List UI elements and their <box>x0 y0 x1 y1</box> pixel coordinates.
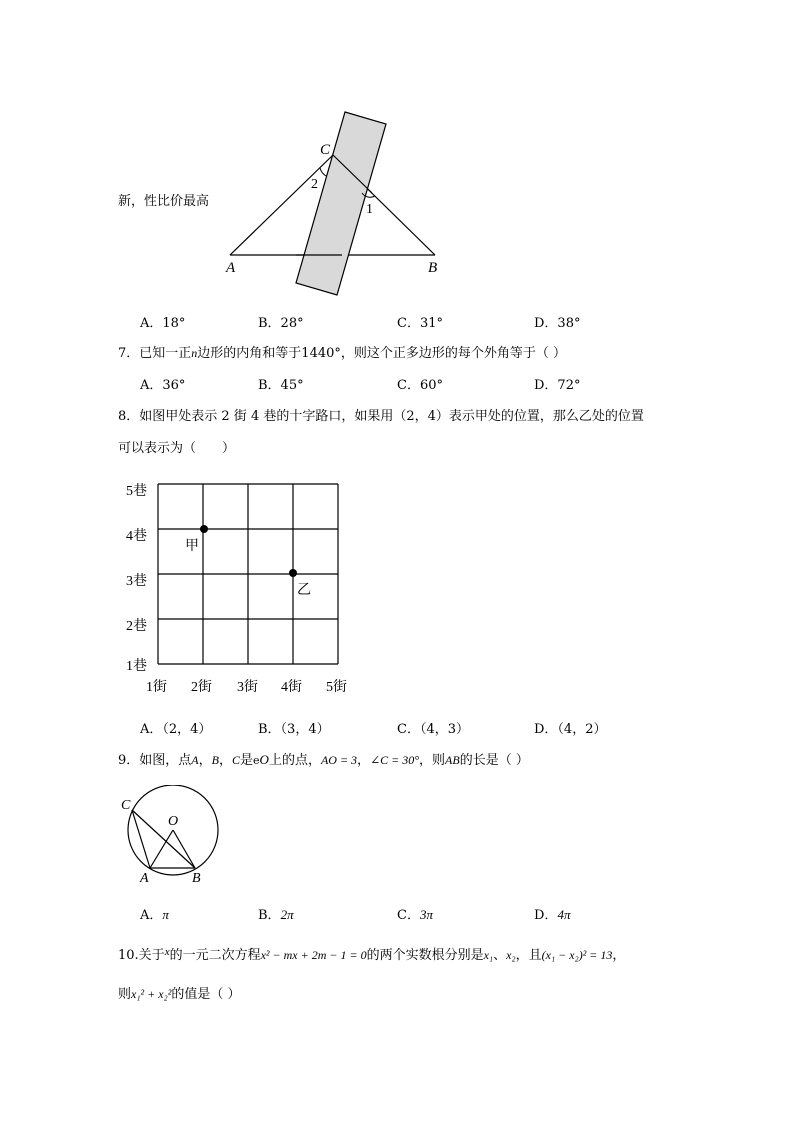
q6-side-text: 新，性比价最高 <box>118 194 210 209</box>
row-label-5: 5巷 <box>126 484 147 499</box>
q7-option-d: D．72° <box>534 378 581 393</box>
label-angle-1: 1 <box>366 202 373 217</box>
q6-option-d: D．38° <box>534 316 581 331</box>
q10-stem-line2: 则x₁² + x₂²的值是（ ） <box>118 987 241 1002</box>
q8-option-d: D．（4，2） <box>534 722 607 737</box>
q9-option-b: B．2π <box>258 907 294 923</box>
point-jia-dot <box>200 525 208 533</box>
col-label-3: 3街 <box>237 680 258 695</box>
row-label-4: 4巷 <box>126 529 147 544</box>
label-b: B <box>428 260 438 276</box>
point-yi-dot <box>289 569 297 577</box>
q7-option-b: B．45° <box>258 378 304 393</box>
col-label-4: 4街 <box>281 680 302 695</box>
q7-option-a: A．36° <box>140 378 186 393</box>
label-a: A <box>140 871 149 885</box>
q9-option-d: D．4π <box>534 907 571 923</box>
segment-oa <box>150 830 173 868</box>
q9-stem: 9．如图，点A，B，C是eO上的点，AO = 3，∠C = 30°，则AB的长是（ ） <box>118 752 529 768</box>
q9-option-a: A．π <box>140 907 169 923</box>
q8-stem-line1: 8．如图甲处表示 2 街 4 巷的十字路口，如果用（2，4）表示甲处的位置，那么乙处的位置 <box>118 409 644 424</box>
label-c: C <box>320 142 331 158</box>
q8-stem-line2: 可以表示为（ ） <box>118 441 236 456</box>
angle-2-arc <box>320 168 326 176</box>
q8-option-c: C．（4，3） <box>397 722 469 737</box>
row-label-3: 3巷 <box>126 574 147 589</box>
q8-option-a: A．（2，4） <box>140 722 212 737</box>
label-angle-2: 2 <box>311 177 318 192</box>
q7-stem: 7．已知一正n边形的内角和等于1440°，则这个正多边形的每个外角等于（ ） <box>118 346 567 361</box>
q6-option-a: A．18° <box>140 316 186 331</box>
label-c: C <box>121 798 131 813</box>
q7-option-c: C．60° <box>397 378 443 393</box>
street-grid <box>158 484 338 664</box>
q6-option-b: B．28° <box>258 316 304 331</box>
col-label-5: 5街 <box>326 680 347 695</box>
row-label-2: 2巷 <box>126 619 147 634</box>
col-label-1: 1街 <box>146 680 167 695</box>
label-a: A <box>226 260 236 276</box>
q9-option-c: C．3π <box>397 907 433 923</box>
segment-ob <box>173 830 195 868</box>
q9-circle-figure <box>0 785 794 885</box>
point-yi-label: 乙 <box>297 583 311 598</box>
label-o: O <box>168 814 179 829</box>
q10-stem-line1: 10.关于$^x$的一元二次方程x² − mx + 2m − 1 = 0的两个实数根分别是x₁、x₂，且(x₁ − x₂)² = 13， <box>118 946 626 963</box>
row-label-1: 1巷 <box>126 659 147 674</box>
label-b: B <box>192 871 201 885</box>
q8-grid-figure <box>0 470 794 710</box>
q6-option-c: C．31° <box>397 316 443 331</box>
q8-option-b: B．（3，4） <box>258 722 330 737</box>
point-jia-label: 甲 <box>185 539 199 554</box>
col-label-2: 2街 <box>191 680 212 695</box>
